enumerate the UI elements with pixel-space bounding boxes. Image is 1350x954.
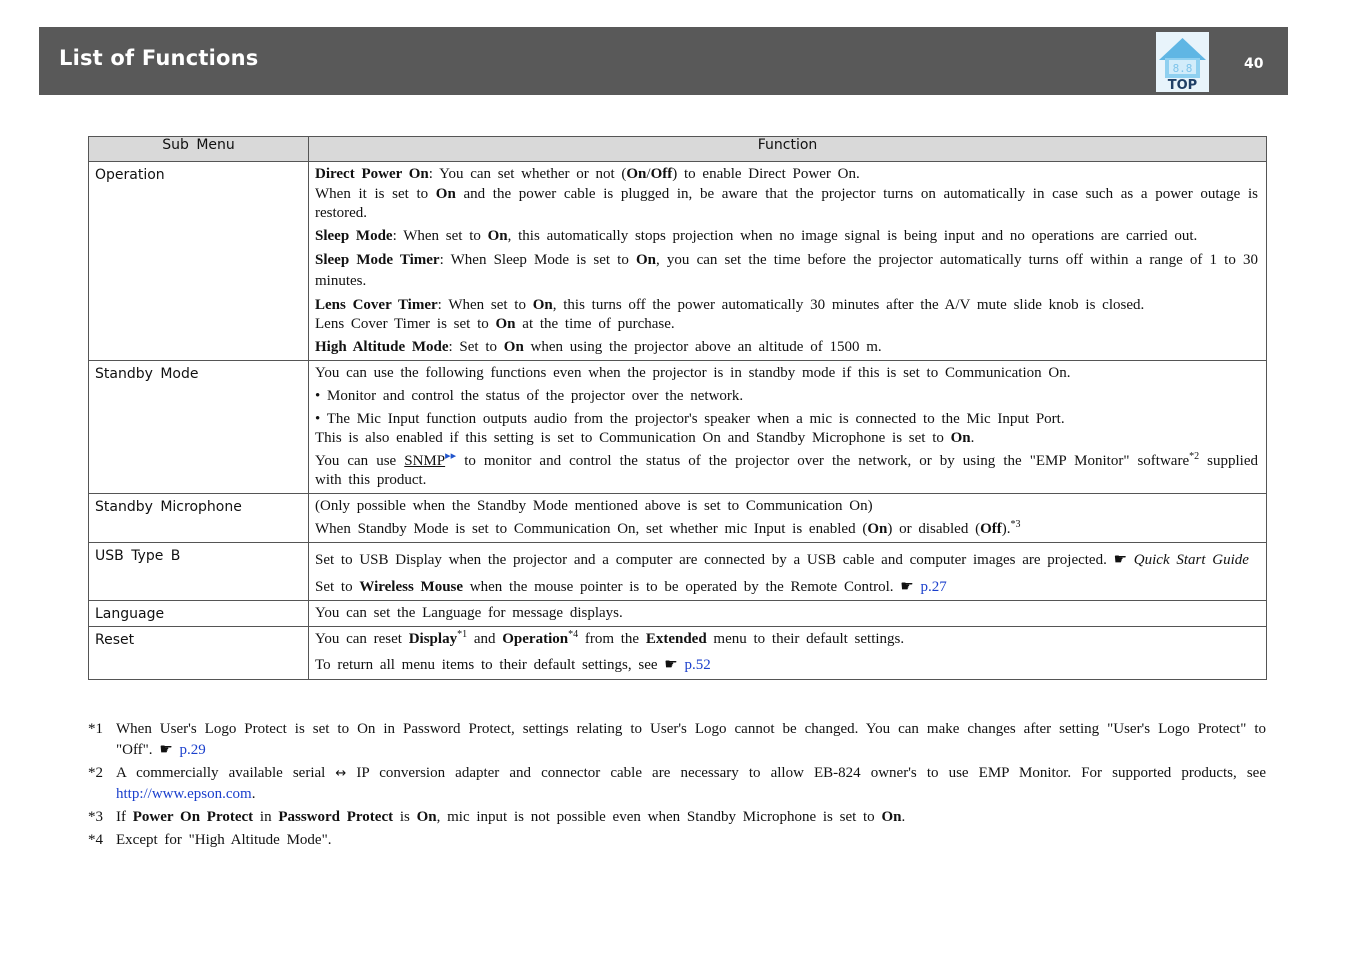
pointing-hand-icon: ☛ — [1113, 550, 1128, 568]
page-title: List of Functions — [59, 46, 259, 70]
footnotes — [88, 719, 1266, 853]
function-standby-microphone: (Only possible when the Standby Mode mentioned above is set to Communication On) When Standby Mode is set to Communication On, set whether mic Input is enabled (On) or disabled (Off).$^{*3}$ — [309, 494, 1267, 543]
footnote-1: *1 When User's Logo Protect is set to On in Password Protect, settings relating to User's Logo cannot be changed. You can make changes after setting "User's Logo Protect" to "Off". ☛ p.29 — [88, 721, 1266, 758]
table-header-row — [89, 137, 1267, 162]
pointing-hand-icon: ☛ — [159, 740, 173, 758]
functions-table — [88, 136, 1267, 680]
table-row-operation — [89, 162, 1267, 361]
table-row-language — [89, 601, 1267, 627]
home-icon — [1156, 32, 1209, 92]
sub-menu-usb-type-b: USB Type B — [89, 543, 309, 601]
double-arrow-icon: ↔ — [335, 766, 347, 781]
top-button[interactable] — [1156, 32, 1209, 92]
column-header-function: Function — [309, 137, 1267, 162]
page-link-p27[interactable]: p.27 — [920, 579, 947, 595]
function-standby-mode: You can use the following functions even when the projector is in standby mode if this is set to Communication On. • Monitor and control the status of the projector over the network. • The Mic Input function outputs audio from the projector's speaker when a mic is connected to the Mic Input Port. This is also enabled if this setting is set to Communication On and Standby Microphone is set to On. You can use SNMP▸▸ to monitor and control the status of the projector over the network, or by using the "EMP Monitor" software$^{*2}$ supplied with this product. — [309, 361, 1267, 494]
page-link-p52[interactable]: p.52 — [684, 657, 711, 673]
function-reset: You can reset Display$^{*1}$ and Operation$^{*4}$ from the Extended menu to their default settings. To return all menu items to their default settings, see ☛ p.52 — [309, 627, 1267, 680]
page-link-p29[interactable]: p.29 — [179, 742, 206, 758]
function-usb-type-b: Set to USB Display when the projector and a computer are connected by a USB cable and computer images are projected. ☛ Quick Start Guide Set to Wireless Mouse when the mouse pointer is to be operated by the Remote Control. ☛ p.27 — [309, 543, 1267, 601]
page-header — [39, 27, 1288, 95]
footnote-3: *3 If Power On Protect in Password Protect is On, mic input is not possible even when Standby Microphone is set to On. — [88, 809, 906, 825]
page-number: 40 — [1244, 56, 1264, 72]
sub-menu-operation: Operation — [89, 162, 309, 361]
epson-website-link[interactable]: http://www.epson.com — [116, 786, 252, 802]
snmp-link[interactable]: SNMP — [404, 453, 446, 469]
table-row-reset — [89, 627, 1267, 680]
footnote-2: *2 A commercially available serial ↔ IP conversion adapter and connector cable are necessary to allow EB-824 owner's to use EMP Monitor. For supported products, see http://www.epson.com. — [88, 765, 1266, 802]
table-row-standby-microphone — [89, 494, 1267, 543]
sub-menu-language: Language — [89, 601, 309, 627]
sub-menu-standby-microphone: Standby Microphone — [89, 494, 309, 543]
footnote-4: *4 Except for "High Altitude Mode". — [88, 832, 332, 848]
svg-text:8.8: 8.8 — [1172, 62, 1193, 75]
function-operation: Direct Power On: You can set whether or not (On/Off) to enable Direct Power On. When it is set to On and the power cable is plugged in, be aware that the projector turns on automatically in case such as a power outage is restored. Sleep Mode: When set to On, this automatically stops projection when no image signal is being input and no operations are carried out. Sleep Mode Timer: When Sleep Mode is set to On, you can set the time before the projector automatically turns off within a range of 1 to 30 minutes. Lens Cover Timer: When set to On, this turns off the power automatically 30 minutes after the A/V mute slide knob is closed. Lens Cover Timer is set to On at the time of purchase. High Altitude Mode: Set to On when using the projector above an altitude of 1500 m. — [309, 162, 1267, 361]
pointing-hand-icon: ☛ — [900, 577, 914, 595]
sub-menu-standby-mode: Standby Mode — [89, 361, 309, 494]
table-row-usb-type-b — [89, 543, 1267, 601]
sub-menu-reset: Reset — [89, 627, 309, 680]
table-row-standby-mode — [89, 361, 1267, 494]
function-language: You can set the Language for message displays. — [309, 601, 1267, 627]
column-header-sub-menu: Sub Menu — [89, 137, 309, 162]
pointing-hand-icon: ☛ — [664, 655, 678, 673]
top-label: TOP — [1167, 78, 1198, 92]
glossary-arrow-icon: ▸▸ — [445, 450, 457, 462]
